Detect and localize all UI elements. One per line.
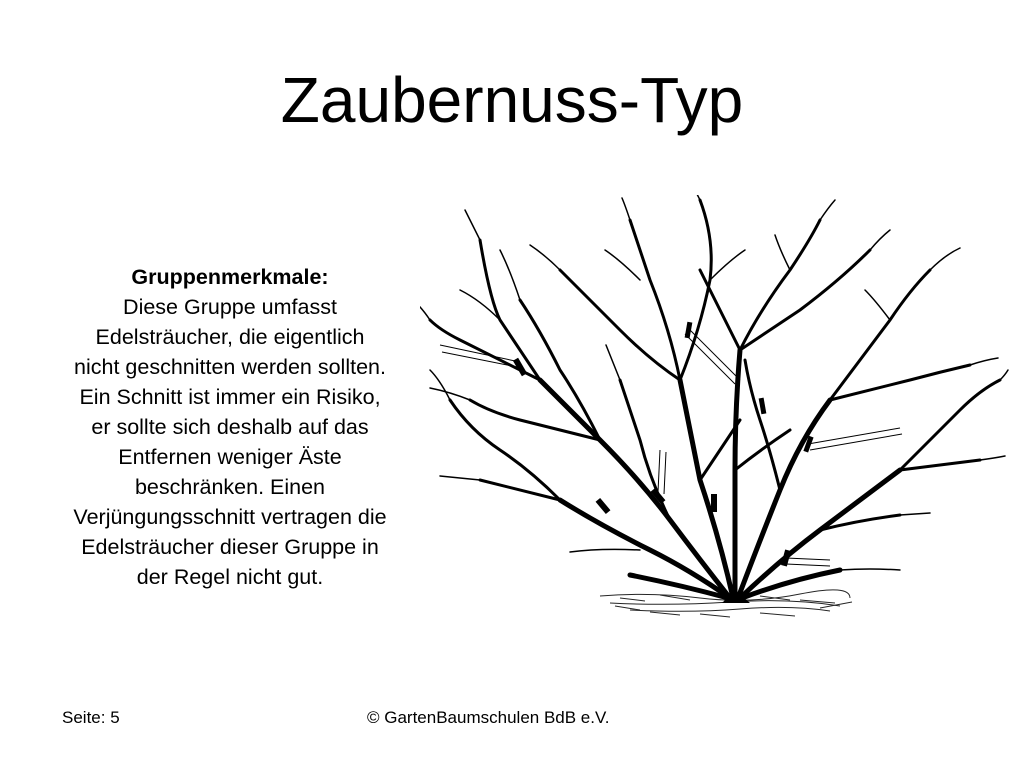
slide-title: Zaubernuss-Typ — [280, 64, 744, 136]
body-line: Entfernen weniger Äste — [118, 445, 342, 469]
main-branches — [540, 350, 900, 598]
body-line: Edelsträucher, die eigentlich — [95, 325, 365, 349]
body-line: nicht geschnitten werden sollten. — [74, 355, 386, 379]
body-line: Ein Schnitt ist immer ein Risiko, — [79, 385, 381, 409]
shrub-illustration — [420, 195, 1010, 620]
twigs — [420, 195, 1008, 570]
body-line: Verjüngungsschnitt vertragen die — [73, 505, 387, 529]
footer-page-number: Seite: 5 — [62, 708, 120, 727]
body-line: beschränken. Einen — [134, 475, 326, 499]
body-heading: Gruppenmerkmale: — [131, 265, 329, 289]
body-line: der Regel nicht gut. — [136, 565, 324, 589]
removed-branches — [440, 330, 902, 566]
body-text — [20, 262, 440, 592]
body-line: Edelsträucher dieser Gruppe in — [81, 535, 379, 559]
footer-copyright: © GartenBaumschulen BdB e.V. — [367, 708, 610, 727]
body-line: Diese Gruppe umfasst — [123, 295, 337, 319]
body-line: er sollte sich deshalb auf das — [91, 415, 369, 439]
